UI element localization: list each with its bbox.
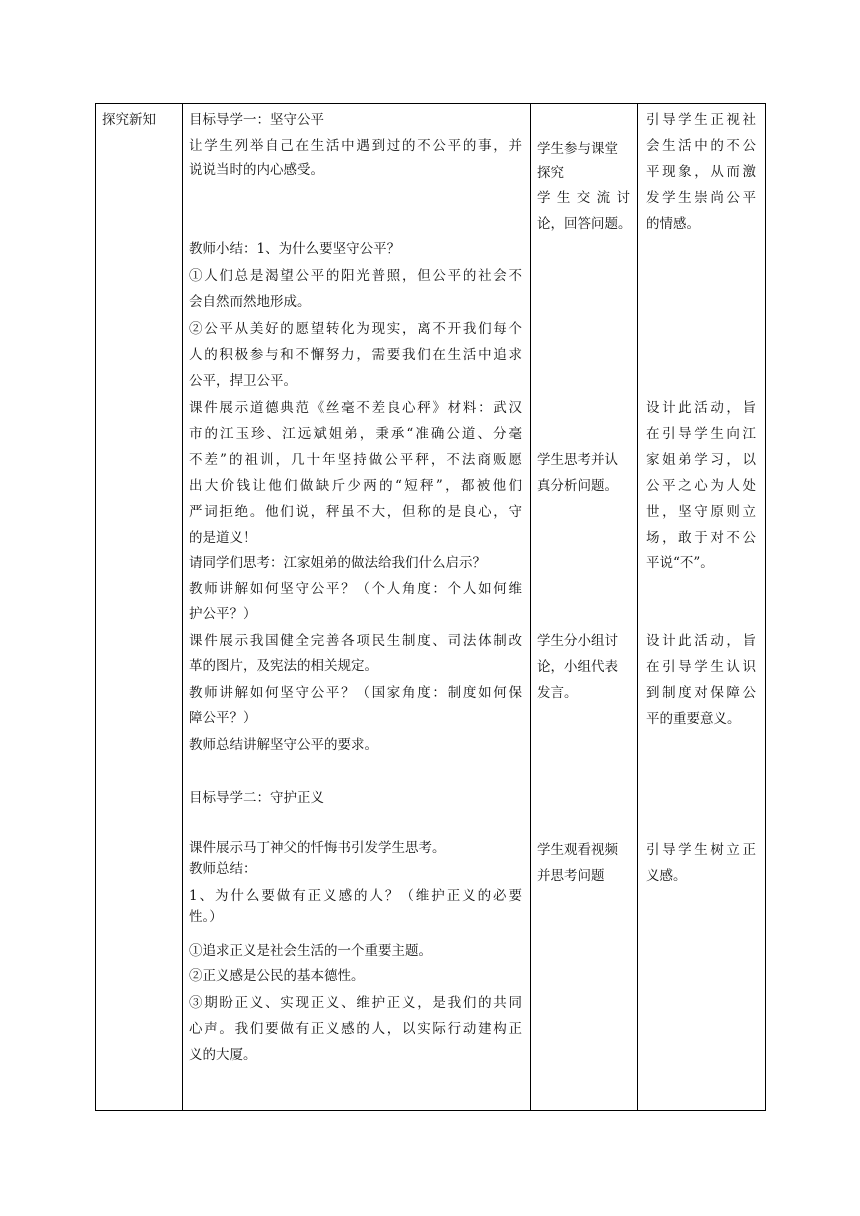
student-line: 发言。 xyxy=(537,685,578,701)
intent-line: 平说“不”。 xyxy=(646,555,714,571)
content-line: 课件展示道德典范《丝毫不差良心秤》材料：武汉 xyxy=(189,400,522,416)
column-divider xyxy=(530,104,531,1110)
intent-line: 平现象，从而激 xyxy=(646,164,756,180)
intent-line: 义感。 xyxy=(646,868,687,884)
student-line: 探究 xyxy=(537,165,564,181)
content-line: 教师总结讲解坚守公平的要求。 xyxy=(189,737,378,753)
intent-line: 设计此活动，旨 xyxy=(646,633,756,649)
content-line: 的是道义！ xyxy=(189,530,257,546)
student-line: 学生分小组讨 xyxy=(537,633,618,649)
content-line: 人的积极参与和不懈努力，需要我们在生活中追求 xyxy=(189,347,522,363)
goal-heading-2: 目标导学二：守护正义 xyxy=(189,790,324,806)
student-line: 真分析问题。 xyxy=(537,478,618,494)
intent-line: 引导学生树立正 xyxy=(646,842,756,858)
intent-line: 会生活中的不公 xyxy=(646,138,756,154)
content-line: 请同学们思考：江家姐弟的做法给我们什么启示？ xyxy=(189,555,486,571)
content-line: 严词拒绝。他们说，秤虽不大，但称的是良心，守 xyxy=(189,504,522,520)
content-line: ①追求正义是社会生活的一个重要主题。 xyxy=(189,943,432,959)
content-line: 教师小结：1、为什么要坚守公平？ xyxy=(189,241,401,257)
content-line: 会自然而然地形成。 xyxy=(189,294,311,310)
content-line: ②正义感是公民的基本德性。 xyxy=(189,968,365,984)
content-line: 课件展示我国健全完善各项民生制度、司法体制改 xyxy=(189,633,522,649)
content-line: 障公平？） xyxy=(189,710,257,726)
intent-line: 设计此活动，旨 xyxy=(646,400,756,416)
goal-heading-1: 目标导学一：坚守公平 xyxy=(189,112,324,128)
intent-line: 的情感。 xyxy=(646,216,700,232)
content-line: 公平，捍卫公平。 xyxy=(189,373,297,389)
student-line: 论，小组代表 xyxy=(537,659,618,675)
intent-line: 在引导学生认识 xyxy=(646,659,756,675)
content-line: ②公平从美好的愿望转化为现实，离不开我们每个 xyxy=(189,321,522,337)
content-line: 义的大厦。 xyxy=(189,1047,257,1063)
intent-line: 公平之心为人处 xyxy=(646,478,756,494)
content-line: 课件展示马丁神父的忏悔书引发学生思考。 xyxy=(189,840,446,856)
student-line: 学生思考并认 xyxy=(537,452,618,468)
intent-line: 平的重要意义。 xyxy=(646,711,741,727)
intent-line: 引导学生正视社 xyxy=(646,112,756,128)
column-divider xyxy=(182,104,183,1110)
intent-line: 家姐弟学习，以 xyxy=(646,452,756,468)
content-line: 教师讲解如何坚守公平？（个人角度：个人如何维 xyxy=(189,581,522,597)
content-line: ①人们总是渴望公平的阳光普照，但公平的社会不 xyxy=(189,268,522,284)
student-line: 学生观看视频 xyxy=(537,842,618,858)
intent-line: 发学生崇尚公平 xyxy=(646,190,756,206)
content-line: 1、为什么要做有正义感的人？（维护正义的必要 xyxy=(189,888,522,904)
intent-line: 世，坚守原则立 xyxy=(646,504,756,520)
content-line: 护公平？） xyxy=(189,606,257,622)
intent-line: 到制度对保障公 xyxy=(646,685,756,701)
content-line: 性。） xyxy=(189,909,223,925)
intent-line: 场，敢于对不公 xyxy=(646,530,756,546)
student-line: 论，回答问题。 xyxy=(537,216,632,232)
content-line: 教师讲解如何坚守公平？（国家角度：制度如何保 xyxy=(189,685,522,701)
content-line: 不差”的祖训，几十年坚持做公平秤，不法商贩愿 xyxy=(189,452,522,468)
content-line: 心声。我们要做有正义感的人，以实际行动建构正 xyxy=(189,1021,522,1037)
content-line: 市的江玉珍、江远斌姐弟，秉承“准确公道、分毫 xyxy=(189,426,522,442)
intent-line: 在引导学生向江 xyxy=(646,426,756,442)
content-line: 说说当时的内心感受。 xyxy=(189,162,324,178)
student-line: 并思考问题 xyxy=(537,868,605,884)
content-line: 教师总结： xyxy=(189,861,257,877)
content-line: 革的图片，及宪法的相关规定。 xyxy=(189,658,378,674)
column-divider xyxy=(637,104,638,1110)
content-line: ③期盼正义、实现正义、维护正义，是我们的共同 xyxy=(189,995,522,1011)
student-line: 学生参与课堂 xyxy=(537,141,618,157)
content-line: 出大价钱让他们做缺斤少两的“短秤”，都被他们 xyxy=(189,478,522,494)
section-label: 探究新知 xyxy=(102,112,156,128)
student-line: 学 生 交 流 讨 xyxy=(537,190,630,206)
content-line: 让学生列举自己在生活中遇到过的不公平的事，并 xyxy=(189,138,522,154)
